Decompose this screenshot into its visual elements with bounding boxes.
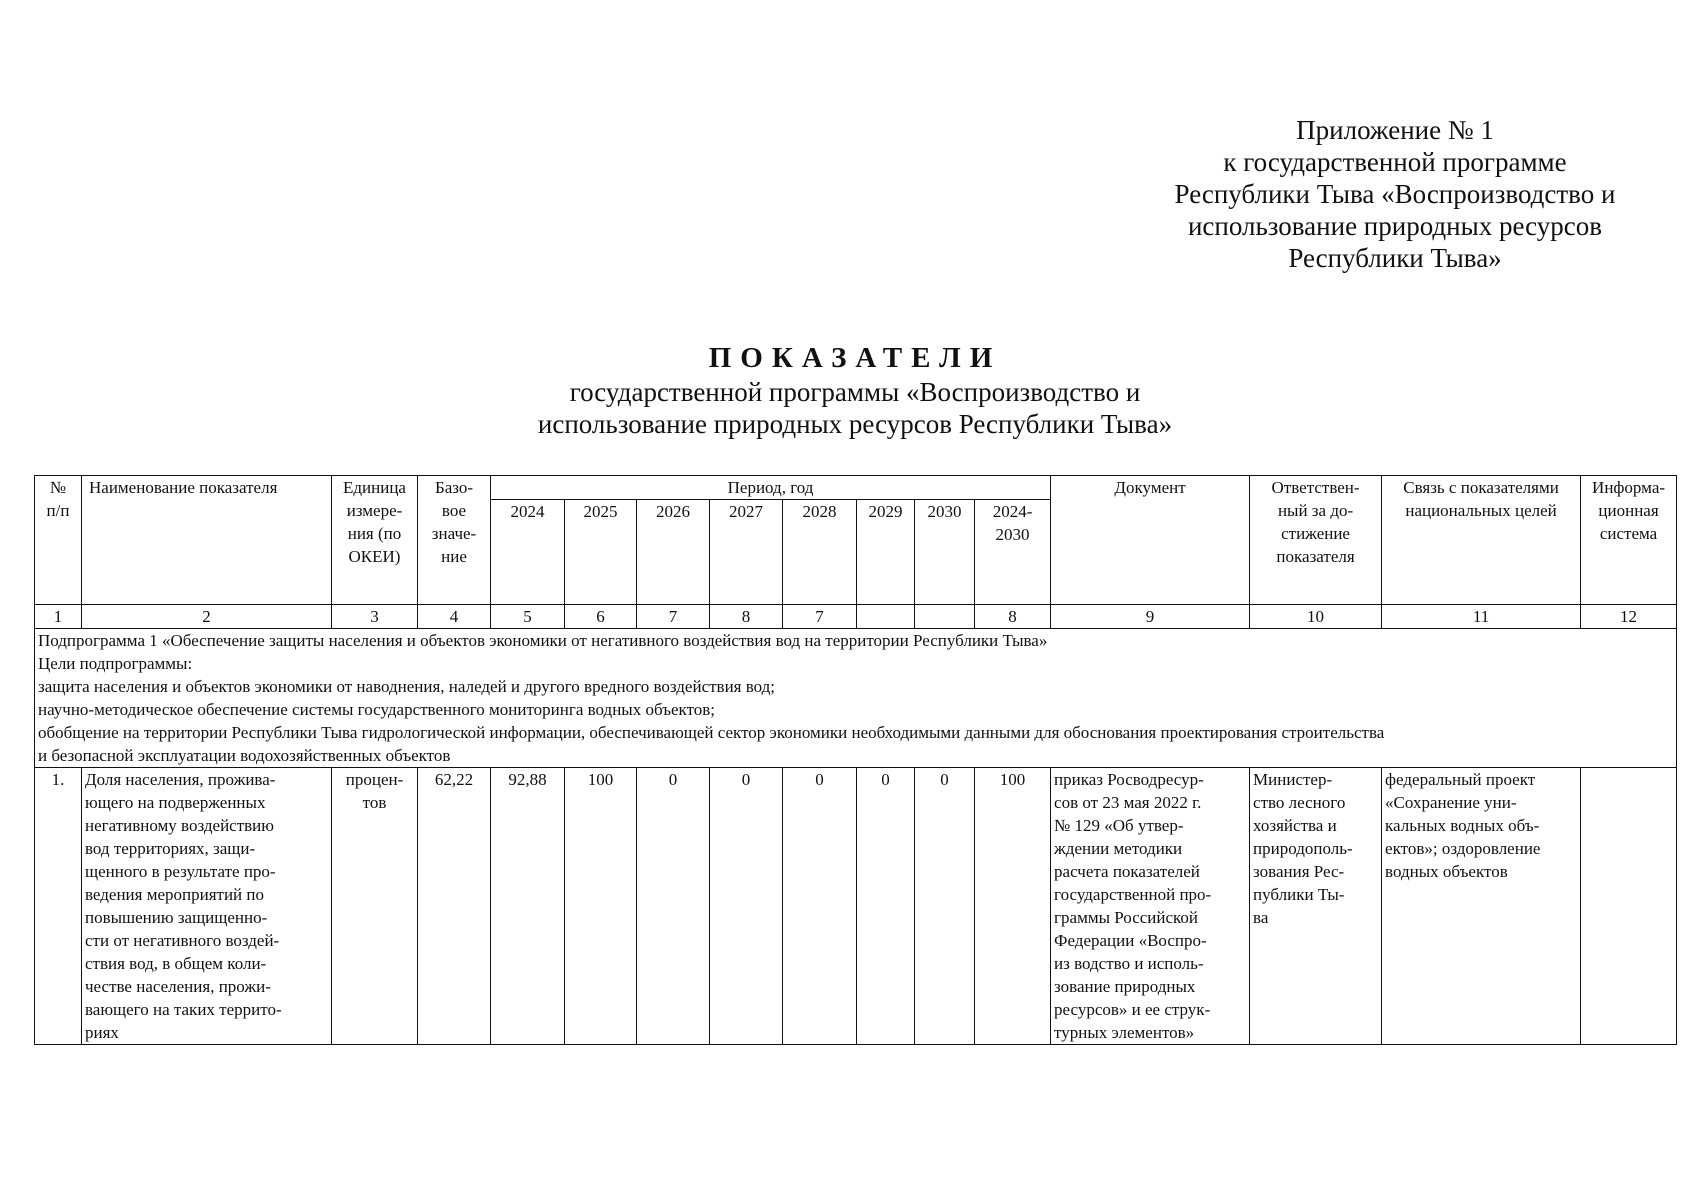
header-document: Документ [1051, 476, 1250, 605]
column-index: 8 [975, 605, 1051, 629]
header-info: Информа- ционная система [1581, 476, 1677, 605]
indicator-name: Доля населения, прожива- ющего на подверженных негативному воздействию вод территориях, защи- щенного в результате про- ведения мероприятий по повышению защищенно- сти от негативного воздей- ствия вод, в общем коли- честве населения, прожи- вающего на таких террито- риях [82, 768, 332, 1045]
header-year: 2030 [915, 500, 975, 605]
header-name: Наименование показателя [82, 476, 332, 605]
header-year: 2024 [491, 500, 565, 605]
row-number: 1. [35, 768, 82, 1045]
column-index: 10 [1250, 605, 1382, 629]
column-index: 4 [418, 605, 491, 629]
column-index: 5 [491, 605, 565, 629]
header-responsible: Ответствен- ный за до- стижение показателя [1250, 476, 1382, 605]
column-index: 8 [710, 605, 783, 629]
column-index: 9 [1051, 605, 1250, 629]
column-index [857, 605, 915, 629]
subprogram-line: обобщение на территории Республики Тыва гидрологической информации, обеспечивающей сектор экономики необходимыми данными для обоснования проектирования строительства [38, 723, 1385, 742]
indicator-document: приказ Росводресур- сов от 23 мая 2022 г. № 129 «Об утвер- ждении методики расчета показателей государственной про- граммы Российской Федерации «Воспро- из водство и исполь- зование природных ресурсов» и ее струк- турных элементов» [1051, 768, 1250, 1045]
subprogram-line: и безопасной эксплуатации водохозяйственных объектов [38, 746, 451, 765]
column-index: 7 [783, 605, 857, 629]
indicator-value-2024: 92,88 [491, 768, 565, 1045]
appendix-line: Приложение № 1 [1296, 115, 1494, 145]
subprogram-line: научно-методическое обеспечение системы государственного мониторинга водных объектов; [38, 700, 716, 719]
column-index: 6 [565, 605, 637, 629]
column-index: 7 [637, 605, 710, 629]
indicator-value-2028: 0 [783, 768, 857, 1045]
header-year: 2029 [857, 500, 915, 605]
indicators-table [34, 475, 1677, 1045]
appendix-line: к государственной программе [1223, 147, 1567, 177]
subprogram-line: защита населения и объектов экономики от наводнения, наледей и другого вредного воздействия вод; [38, 677, 776, 696]
title-heading: ПОКАЗАТЕЛИ [708, 342, 1002, 374]
header-num: № п/п [35, 476, 82, 605]
header-year: 2026 [637, 500, 710, 605]
header-year: 2028 [783, 500, 857, 605]
document-title [420, 340, 1290, 440]
column-index: 12 [1581, 605, 1677, 629]
indicator-value-2026: 0 [637, 768, 710, 1045]
column-index: 1 [35, 605, 82, 629]
header-year: 2025 [565, 500, 637, 605]
indicator-value-2027: 0 [710, 768, 783, 1045]
header-row [35, 476, 1677, 500]
header-period: Период, год [491, 476, 1051, 500]
indicator-value-2025: 100 [565, 768, 637, 1045]
subprogram-row [35, 629, 1677, 768]
subprogram-line: Подпрограмма 1 «Обеспечение защиты населения и объектов экономики от негативного воздействия вод на территории Республики Тыва» [38, 631, 1048, 650]
column-index [915, 605, 975, 629]
appendix-block [1160, 114, 1630, 274]
column-index-row [35, 605, 1677, 629]
header-unit: Единица измере- ния (по ОКЕИ) [332, 476, 418, 605]
indicator-national-goal-link: федеральный проект «Сохранение уни- кальных водных объ- ектов»; оздоровление водных объектов [1382, 768, 1581, 1045]
appendix-line: Республики Тыва» [1288, 243, 1502, 273]
subprogram-line: Цели подпрограммы: [38, 654, 193, 673]
title-subtitle-line: государственной программы «Воспроизводство и [569, 377, 1141, 407]
header-link: Связь с показателями национальных целей [1382, 476, 1581, 605]
indicator-base-value: 62,22 [418, 768, 491, 1045]
header-year-total: 2024- 2030 [975, 500, 1051, 605]
title-subtitle-line: использование природных ресурсов Республики Тыва» [537, 409, 1173, 439]
header-year: 2027 [710, 500, 783, 605]
indicator-value-total: 100 [975, 768, 1051, 1045]
appendix-line: Республики Тыва «Воспроизводство и [1174, 179, 1616, 209]
column-index: 3 [332, 605, 418, 629]
appendix-line: использование природных ресурсов [1187, 211, 1603, 241]
column-index: 2 [82, 605, 332, 629]
indicator-responsible: Министер- ство лесного хозяйства и природополь- зования Рес- публики Ты- ва [1250, 768, 1382, 1045]
indicator-unit: процен- тов [332, 768, 418, 1045]
header-base: Базо- вое значе- ние [418, 476, 491, 605]
indicator-value-2029: 0 [857, 768, 915, 1045]
indicator-info-system [1581, 768, 1677, 1045]
column-index: 11 [1382, 605, 1581, 629]
indicator-value-2030: 0 [915, 768, 975, 1045]
subprogram-description [35, 629, 1677, 768]
table-row [35, 768, 1677, 1045]
